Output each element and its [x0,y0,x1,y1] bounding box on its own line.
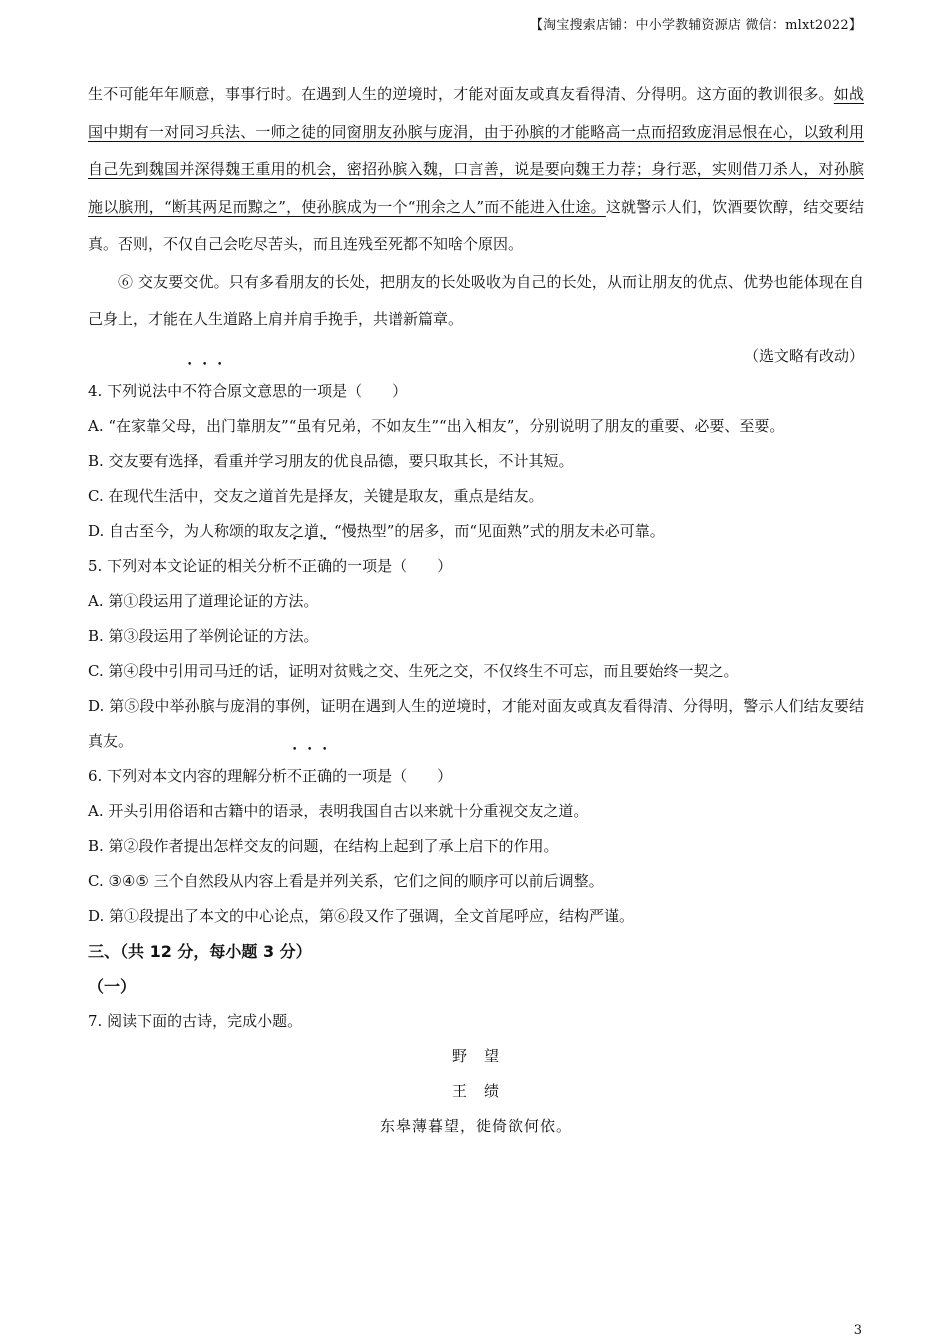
underlined-passage: 如战国中期有一对同习兵法、一师之徒的同窗朋友孙膑与庞涓，由于孙膑的才能略高一点而招致庞涓忌恨在心，以致利用自己先到魏国并深得魏王重用的机会，密招孙膑入魏，口言善，说是要向魏王力荐；身行恶，实则借刀杀人，对孙膑施以膑刑，“断其两足而黥之”，使孙膑成为一个“刑余之人”而不能进入仕途。 [88,85,864,216]
emphasis-char: 不 [287,556,303,575]
question-4-option-d: D. 自古至今，为人称颂的取友之道，“慢热型”的居多，而“见面熟”式的朋友未必可靠。 [88,521,665,540]
poem-author: 王 绩 [451,1081,500,1100]
page-number: 3 [853,1323,862,1338]
question-6-option-d: D. 第①段提出了本文的中心论点，第⑥段又作了强调，全文首尾呼应，结构严谨。 [88,906,635,925]
question-4-option-b: B. 交友要有选择，看重并学习朋友的优良品德，要只取其长，不计其短。 [88,451,574,470]
passage-paragraph-6: ⑥ 交友要交优。只有多看朋友的长处，把朋友的长处吸收为自己的长处，从而让朋友的优点、优势也能体现在自己身上，才能在人生道路上肩并肩手挽手，共谱新篇章。 [88,272,864,328]
emphasis-char: 不 [182,381,198,400]
question-6-option-b: B. 第②段作者提出怎样交友的问题，在结构上起到了承上启下的作用。 [88,836,559,855]
emphasis-char: 合 [212,381,228,400]
emphasis-char: 符 [197,381,213,400]
question-5-option-b: B. 第③段运用了举例论证的方法。 [88,626,319,645]
question-6-option-a: A. 开头引用俗语和古籍中的语录，表明我国自古以来就十分重视交友之道。 [88,801,589,820]
question-text: 的一项是（ ） [332,766,453,785]
source-note: （选文略有改动） [743,346,864,365]
question-5-option-d: D. 第⑤段中举孙膑与庞涓的事例，证明在遇到人生的逆境时，才能对面友或真友看得清、分得明，警示人们结友要结真友。 [88,696,864,750]
question-text: 5. 下列对本文论证的相关分析 [88,556,288,575]
question-5-option-c: C. 第④段中引用司马迁的话，证明对贫贱之交、生死之交，不仅终生不可忘，而且要始终一契之。 [88,661,739,680]
question-7-stem: 7. 阅读下面的古诗，完成小题。 [88,1011,303,1030]
question-4-option-c: C. 在现代生活中，交友之道首先是择友，关键是取友，重点是结友。 [88,486,544,505]
question-6-stem [88,759,864,794]
poem-line-1: 东皋薄暮望，徙倚欲何依。 [379,1116,572,1135]
question-4-stem [88,374,864,409]
passage-text: 生不可能年年顺意，事事行时。在遇到人生的逆境时，才能对面友或真友看得清、分得明。这方面的教训很多。 [88,85,834,103]
question-4-option-a: A. “在家靠父母，出门靠朋友”“虽有兄弟，不如友生”“出入相友”，分别说明了朋友的重要、必要、至要。 [88,416,785,435]
question-5-stem [88,549,864,584]
emphasis-char: 正 [302,556,318,575]
passage-paragraph-5 [88,76,864,264]
emphasis-char: 不 [287,766,303,785]
question-text: 原文意思的一项是（ ） [227,381,408,400]
document-body [88,76,864,1144]
question-text: 的一项是（ ） [332,556,453,575]
emphasis-char: 确 [317,556,333,575]
emphasis-char: 正 [302,766,318,785]
question-5-option-a: A. 第①段运用了道理论证的方法。 [88,591,319,610]
question-text: 4. 下列说法中 [88,381,183,400]
poem-title: 野 望 [451,1046,500,1065]
page-header: 【淘宝搜索店铺：中小学教辅资源店 微信：mlxt2022】 [529,18,862,33]
question-text: 6. 下列对本文内容的理解分析 [88,766,288,785]
subsection-title: （一） [88,976,137,996]
section-3-title: 三、（共 12 分，每小题 3 分） [88,941,312,961]
emphasis-char: 确 [317,766,333,785]
passage-text: 这就警示人们，饮酒要饮醇，结交要结真。否则，不仅自己会吃尽苦头，而且连残至死都不知啥个原因。 [88,197,864,253]
question-6-option-c: C. ③④⑤ 三个自然段从内容上看是并列关系，它们之间的顺序可以前后调整。 [88,871,604,890]
